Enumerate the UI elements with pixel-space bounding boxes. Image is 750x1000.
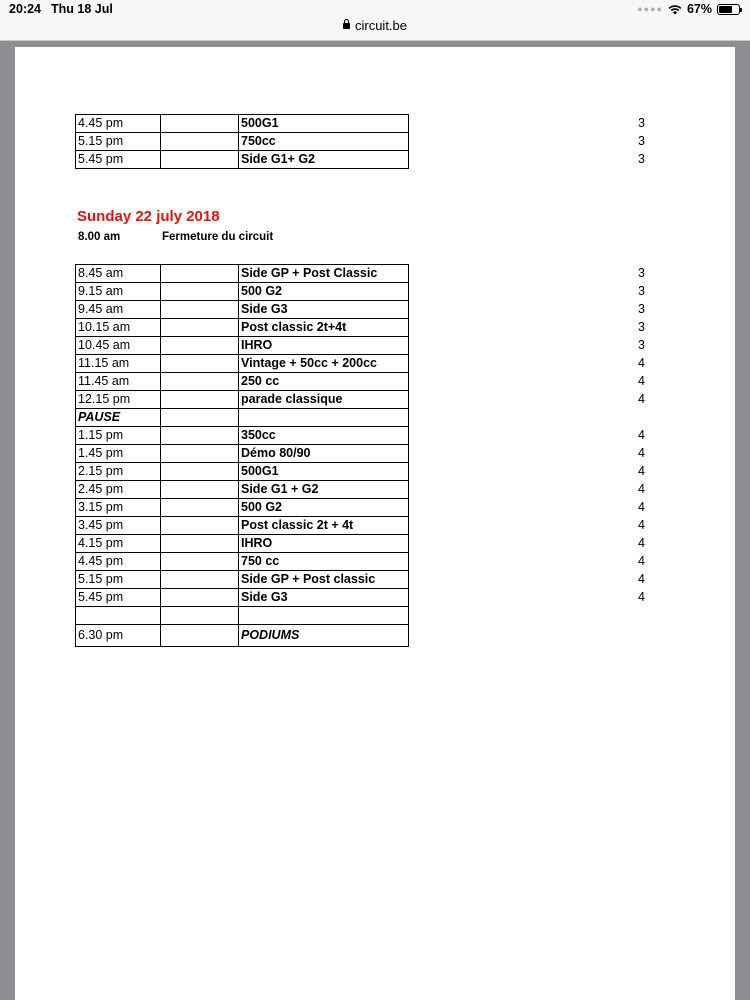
table-row xyxy=(76,553,409,571)
event-cell: Post classic 2t + 4t xyxy=(239,517,409,535)
event-cell: PODIUMS xyxy=(239,625,409,647)
table-row xyxy=(76,571,409,589)
pdf-page xyxy=(15,47,735,1000)
table-row xyxy=(76,463,409,481)
count-value: 4 xyxy=(638,500,645,514)
lock-icon xyxy=(343,23,350,29)
event-cell: Vintage + 50cc + 200cc xyxy=(239,355,409,373)
battery-percent: 67% xyxy=(686,2,712,16)
time-cell: PAUSE xyxy=(76,409,161,427)
signal-dots-icon: ●●●● xyxy=(637,4,663,14)
count-value: 4 xyxy=(638,446,645,460)
count-value: 3 xyxy=(638,116,645,130)
table-row xyxy=(76,535,409,553)
table-row xyxy=(76,445,409,463)
time-cell: 1.45 pm xyxy=(76,445,161,463)
table-row xyxy=(76,391,409,409)
counts-column-saturday xyxy=(575,116,645,170)
event-cell: 350cc xyxy=(239,427,409,445)
table-row xyxy=(76,481,409,499)
blank-cell xyxy=(161,589,239,607)
table-row xyxy=(76,115,409,133)
closure-text: Fermeture du circuit xyxy=(162,231,274,243)
table-row xyxy=(76,283,409,301)
time-cell: 5.15 pm xyxy=(76,133,161,151)
time-cell: 9.15 am xyxy=(76,283,161,301)
table-row xyxy=(76,265,409,283)
table-row xyxy=(76,319,409,337)
time-cell: 5.45 pm xyxy=(76,151,161,169)
event-cell xyxy=(239,409,409,427)
table-row xyxy=(76,517,409,535)
time-cell: 10.15 am xyxy=(76,319,161,337)
event-cell: 500 G2 xyxy=(239,499,409,517)
count-value: 4 xyxy=(638,374,645,388)
count-value xyxy=(575,608,645,626)
blank-cell xyxy=(161,571,239,589)
status-indicators xyxy=(637,2,740,16)
event-cell: 500G1 xyxy=(239,115,409,133)
event-cell: Side GP + Post classic xyxy=(239,571,409,589)
count-value: 4 xyxy=(638,536,645,550)
blank-cell xyxy=(161,463,239,481)
event-cell: parade classique xyxy=(239,391,409,409)
blank-cell xyxy=(161,607,239,625)
event-cell: Side G1+ G2 xyxy=(239,151,409,169)
count-value: 4 xyxy=(638,464,645,478)
status-bar xyxy=(0,0,750,41)
event-cell: Post classic 2t+4t xyxy=(239,319,409,337)
event-cell: 250 cc xyxy=(239,373,409,391)
event-cell: Démo 80/90 xyxy=(239,445,409,463)
time-cell: 4.45 pm xyxy=(76,553,161,571)
schedule-table-sunday xyxy=(75,264,409,647)
time-cell: 2.45 pm xyxy=(76,481,161,499)
blank-cell xyxy=(161,499,239,517)
count-value: 3 xyxy=(638,320,645,334)
time-cell: 4.45 pm xyxy=(76,115,161,133)
status-date: Thu 18 Jul xyxy=(50,2,113,16)
time-cell: 5.45 pm xyxy=(76,589,161,607)
count-value: 4 xyxy=(638,356,645,370)
event-cell: 500 G2 xyxy=(239,283,409,301)
closure-time: 8.00 am xyxy=(78,231,121,243)
count-value: 3 xyxy=(638,134,645,148)
table-row xyxy=(76,625,409,647)
status-time: 20:24 xyxy=(9,2,41,16)
count-value: 4 xyxy=(638,572,645,586)
event-cell: IHRO xyxy=(239,535,409,553)
count-value: 4 xyxy=(638,518,645,532)
battery-fill xyxy=(719,6,732,13)
count-value: 3 xyxy=(638,152,645,166)
blank-cell xyxy=(161,337,239,355)
blank-cell xyxy=(161,409,239,427)
table-row xyxy=(76,301,409,319)
blank-cell xyxy=(161,265,239,283)
time-cell: 6.30 pm xyxy=(76,625,161,647)
address-bar[interactable] xyxy=(0,18,750,33)
blank-cell xyxy=(161,445,239,463)
count-value: 4 xyxy=(638,590,645,604)
blank-cell xyxy=(161,391,239,409)
count-value: 3 xyxy=(638,338,645,352)
table-row xyxy=(76,133,409,151)
battery-icon xyxy=(717,4,740,15)
blank-cell xyxy=(161,319,239,337)
event-cell: Side G1 + G2 xyxy=(239,481,409,499)
time-cell: 2.15 pm xyxy=(76,463,161,481)
status-time-date xyxy=(9,2,123,16)
event-cell: 750 cc xyxy=(239,553,409,571)
time-cell: 11.15 am xyxy=(76,355,161,373)
blank-cell xyxy=(161,481,239,499)
time-cell: 1.15 pm xyxy=(76,427,161,445)
blank-cell xyxy=(161,625,239,647)
time-cell: 3.45 pm xyxy=(76,517,161,535)
time-cell: 9.45 am xyxy=(76,301,161,319)
table-row xyxy=(76,427,409,445)
count-value xyxy=(575,410,645,428)
blank-cell xyxy=(161,151,239,169)
event-cell: IHRO xyxy=(239,337,409,355)
event-cell xyxy=(239,607,409,625)
blank-cell xyxy=(161,553,239,571)
table-row xyxy=(76,373,409,391)
table-row xyxy=(76,151,409,169)
blank-cell xyxy=(161,355,239,373)
event-cell: Side GP + Post Classic xyxy=(239,265,409,283)
time-cell xyxy=(76,607,161,625)
day-heading: Sunday 22 july 2018 xyxy=(77,208,220,225)
event-cell: 500G1 xyxy=(239,463,409,481)
time-cell: 11.45 am xyxy=(76,373,161,391)
time-cell: 12.15 pm xyxy=(76,391,161,409)
table-row xyxy=(76,355,409,373)
blank-cell xyxy=(161,133,239,151)
blank-cell xyxy=(161,535,239,553)
count-value: 3 xyxy=(638,284,645,298)
count-value xyxy=(575,626,645,644)
blank-cell xyxy=(161,115,239,133)
event-cell: Side G3 xyxy=(239,589,409,607)
url-text: circuit.be xyxy=(354,18,408,33)
count-value: 4 xyxy=(638,392,645,406)
schedule-table-saturday xyxy=(75,114,409,169)
event-cell: 750cc xyxy=(239,133,409,151)
count-value: 3 xyxy=(638,266,645,280)
blank-cell xyxy=(161,301,239,319)
table-row xyxy=(76,589,409,607)
table-row xyxy=(76,607,409,625)
table-row xyxy=(76,409,409,427)
event-cell: Side G3 xyxy=(239,301,409,319)
count-value: 4 xyxy=(638,554,645,568)
blank-cell xyxy=(161,517,239,535)
time-cell: 4.15 pm xyxy=(76,535,161,553)
time-cell: 3.15 pm xyxy=(76,499,161,517)
time-cell: 10.45 am xyxy=(76,337,161,355)
table-row xyxy=(76,499,409,517)
time-cell: 8.45 am xyxy=(76,265,161,283)
table-row xyxy=(76,337,409,355)
count-value: 4 xyxy=(638,482,645,496)
blank-cell xyxy=(161,427,239,445)
count-value: 4 xyxy=(638,428,645,442)
blank-cell xyxy=(161,283,239,301)
blank-cell xyxy=(161,373,239,391)
counts-column-sunday xyxy=(575,266,645,644)
time-cell: 5.15 pm xyxy=(76,571,161,589)
wifi-icon xyxy=(668,4,682,15)
count-value: 3 xyxy=(638,302,645,316)
